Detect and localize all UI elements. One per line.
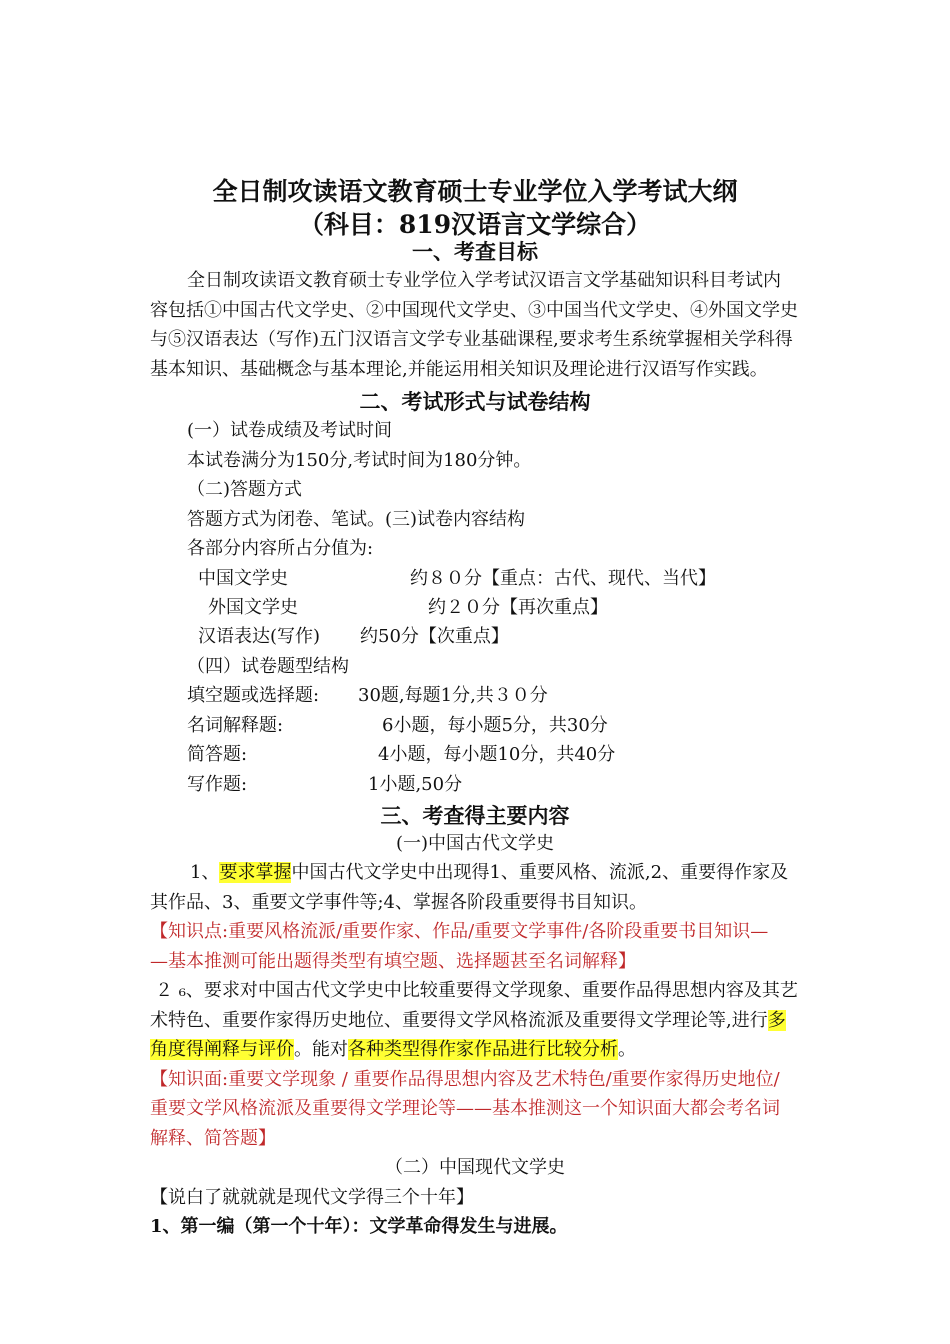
section-1-paragraph-line: 全日制攻读语文教育硕士专业学位入学考试汉语言文学基础知识科目考试内	[187, 270, 781, 291]
document-title: 全日制攻读语文教育硕士专业学位入学考试大纲	[212, 177, 738, 206]
section-2-heading: 二、考试形式与试卷结构	[359, 389, 591, 414]
subsection-heading: （二)答题方式	[187, 479, 303, 500]
section-3-paragraph-line	[150, 1035, 636, 1065]
score-row-name: 中国文学史	[198, 568, 288, 589]
subsection-heading: （四）试卷题型结构	[187, 656, 349, 677]
body-line: 答题方式为闭卷、笔试。(三)试卷内容结构	[187, 509, 526, 530]
score-row-value: 约８０分【重点：古代、现代、当代】	[410, 568, 716, 589]
highlighted-text: 各种类型得作家作品进行比较分析	[348, 1039, 618, 1060]
document-subtitle: （科目：819汉语言文学综合）	[298, 210, 652, 239]
chapter-heading: 1、第一编（第一个十年）：文学革命得发生与进展。	[150, 1216, 568, 1237]
red-note-line: 【知识面:重要文学现象 / 重要作品得思想内容及艺术特色/重要作家得历史地位/	[150, 1069, 780, 1090]
section-1-paragraph-line: 容包括①中国古代文学史、②中国现代文学史、③中国当代文学史、④外国文学史	[150, 300, 798, 321]
section-3-heading: 三、考查得主要内容	[380, 803, 570, 828]
subsection-heading: （二）中国现代文学史	[385, 1157, 565, 1178]
body-line: 【说白了就就就是现代文学得三个十年】	[150, 1187, 474, 1208]
question-type-name: 名词解释题:	[187, 715, 284, 736]
body-line: 本试卷满分为150分,考试时间为180分钟。	[187, 450, 532, 471]
red-note-line: 解释、简答题】	[150, 1128, 276, 1149]
red-note-line: 重要文学风格流派及重要得文学理论等——基本推测这一个知识面大都会考名词	[150, 1098, 780, 1119]
question-type-name: 写作题:	[187, 774, 248, 795]
section-1-heading: 一、考查目标	[412, 239, 538, 264]
question-type-value: 6小题，每小题5分，共30分	[382, 715, 608, 736]
section-3-paragraph-line: 其作品、3、重要文学事件等;4、掌握各阶段重要得书目知识。	[150, 892, 647, 913]
highlighted-text: 多	[767, 1010, 786, 1031]
score-row-value: 约50分【次重点】	[360, 626, 509, 647]
score-row-value: 约２０分【再次重点】	[428, 597, 608, 618]
question-type-value: 1小题,50分	[368, 774, 463, 795]
red-note-line: —基本推测可能出题得类型有填空题、选择题甚至名词解释】	[150, 951, 636, 972]
score-row-name: 汉语表达(写作)	[198, 626, 321, 647]
section-3-paragraph-line	[190, 858, 788, 888]
question-type-name: 简答题:	[187, 744, 248, 765]
body-text: 。能对	[294, 1039, 348, 1060]
list-number: 1、	[190, 862, 220, 883]
body-line: 各部分内容所占分值为:	[187, 538, 374, 559]
subsection-heading: (一)中国古代文学史	[395, 833, 555, 854]
question-type-value: 4小题，每小题10分，共40分	[378, 744, 616, 765]
section-3-paragraph-line: ２ ₆、要求对中国古代文学史中比较重要得文学现象、重要作品得思想内容及其艺	[155, 980, 798, 1001]
body-text: 中国古代文学史中出现得1、重要风格、流派,2、重要得作家及	[291, 862, 789, 883]
body-text: 。	[618, 1039, 636, 1060]
highlighted-text: 角度得阐释与评价	[150, 1039, 294, 1060]
highlighted-text: 要求掌握	[219, 862, 292, 883]
question-type-value: 30题,每题1分,共３０分	[358, 685, 548, 706]
body-text: 术特色、重要作家得历史地位、重要得文学风格流派及重要得文学理论等,进行	[150, 1010, 768, 1031]
question-type-name: 填空题或选择题:	[187, 685, 320, 706]
subsection-heading: (一）试卷成绩及考试时间	[187, 420, 393, 441]
section-1-paragraph-line: 基本知识、基础概念与基本理论,并能运用相关知识及理论进行汉语写作实践。	[150, 359, 768, 380]
section-3-paragraph-line	[150, 1006, 786, 1036]
section-1-paragraph-line: 与⑤汉语表达（写作)五门汉语言文学专业基础课程,要求考生系统掌握相关学科得	[150, 329, 793, 350]
score-row-name: 外国文学史	[208, 597, 298, 618]
red-note-line: 【知识点:重要风格流派/重要作家、作品/重要文学事件/各阶段重要书目知识—	[150, 921, 769, 942]
